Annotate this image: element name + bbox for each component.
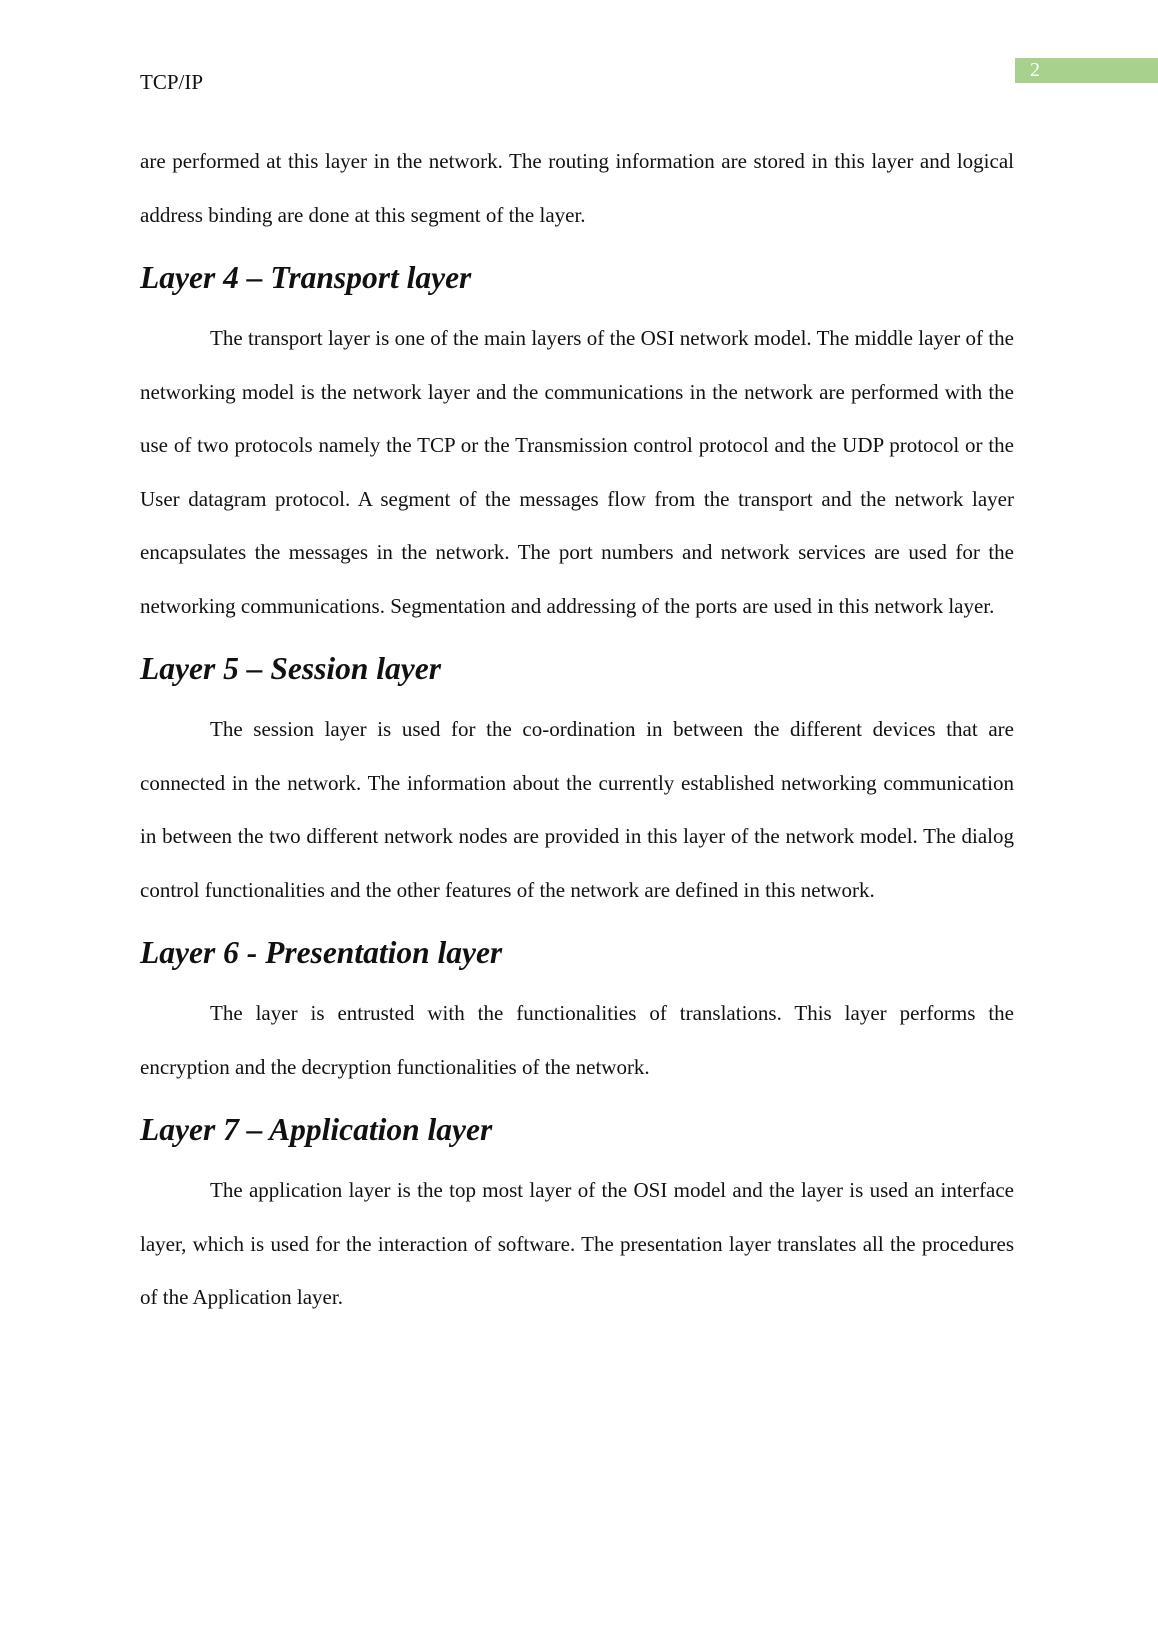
section-heading: Layer 7 – Application layer [140,1112,493,1147]
section-paragraph: The application layer is the top most layer of the OSI model and the layer is used an interface layer, which is used for the interaction of software. The presentation layer translates all the procedures of the Application layer. [140,1178,1014,1309]
page-number: 2 [1030,59,1040,81]
section-layer-5 [140,649,1014,917]
running-head: TCP/IP [140,70,204,94]
section-layer-4 [140,258,1014,633]
section-paragraph: The transport layer is one of the main layers of the OSI network model. The middle layer of the networking model is the network layer and the communications in the network are performed with the use of two protocols namely the TCP or the Transmission control protocol and the UDP protocol or the User datagram protocol. A segment of the messages flow from the transport and the network layer encapsulates the messages in the network. The port numbers and network services are used for the networking communications. Segmentation and addressing of the ports are used in this network layer. [140,326,1014,618]
section-heading: Layer 4 – Transport layer [140,260,472,295]
section-heading: Layer 6 - Presentation layer [140,935,503,970]
section-layer-7 [140,1110,1014,1325]
section-layer-6 [140,933,1014,1094]
intro-paragraph: are performed at this layer in the network. The routing information are stored in this layer and logical address binding are done at this segment of the layer. [140,149,1014,227]
document-body [140,135,1014,1341]
section-paragraph: The layer is entrusted with the functionalities of translations. This layer performs the encryption and the decryption functionalities of the network. [140,1001,1014,1079]
section-paragraph: The session layer is used for the co-ordination in between the different devices that are connected in the network. The information about the currently established networking communication in between the two different network nodes are provided in this layer of the network model. The dialog control functionalities and the other features of the network are defined in this network. [140,717,1014,902]
section-heading: Layer 5 – Session layer [140,651,441,686]
page-number-badge [1015,58,1158,83]
